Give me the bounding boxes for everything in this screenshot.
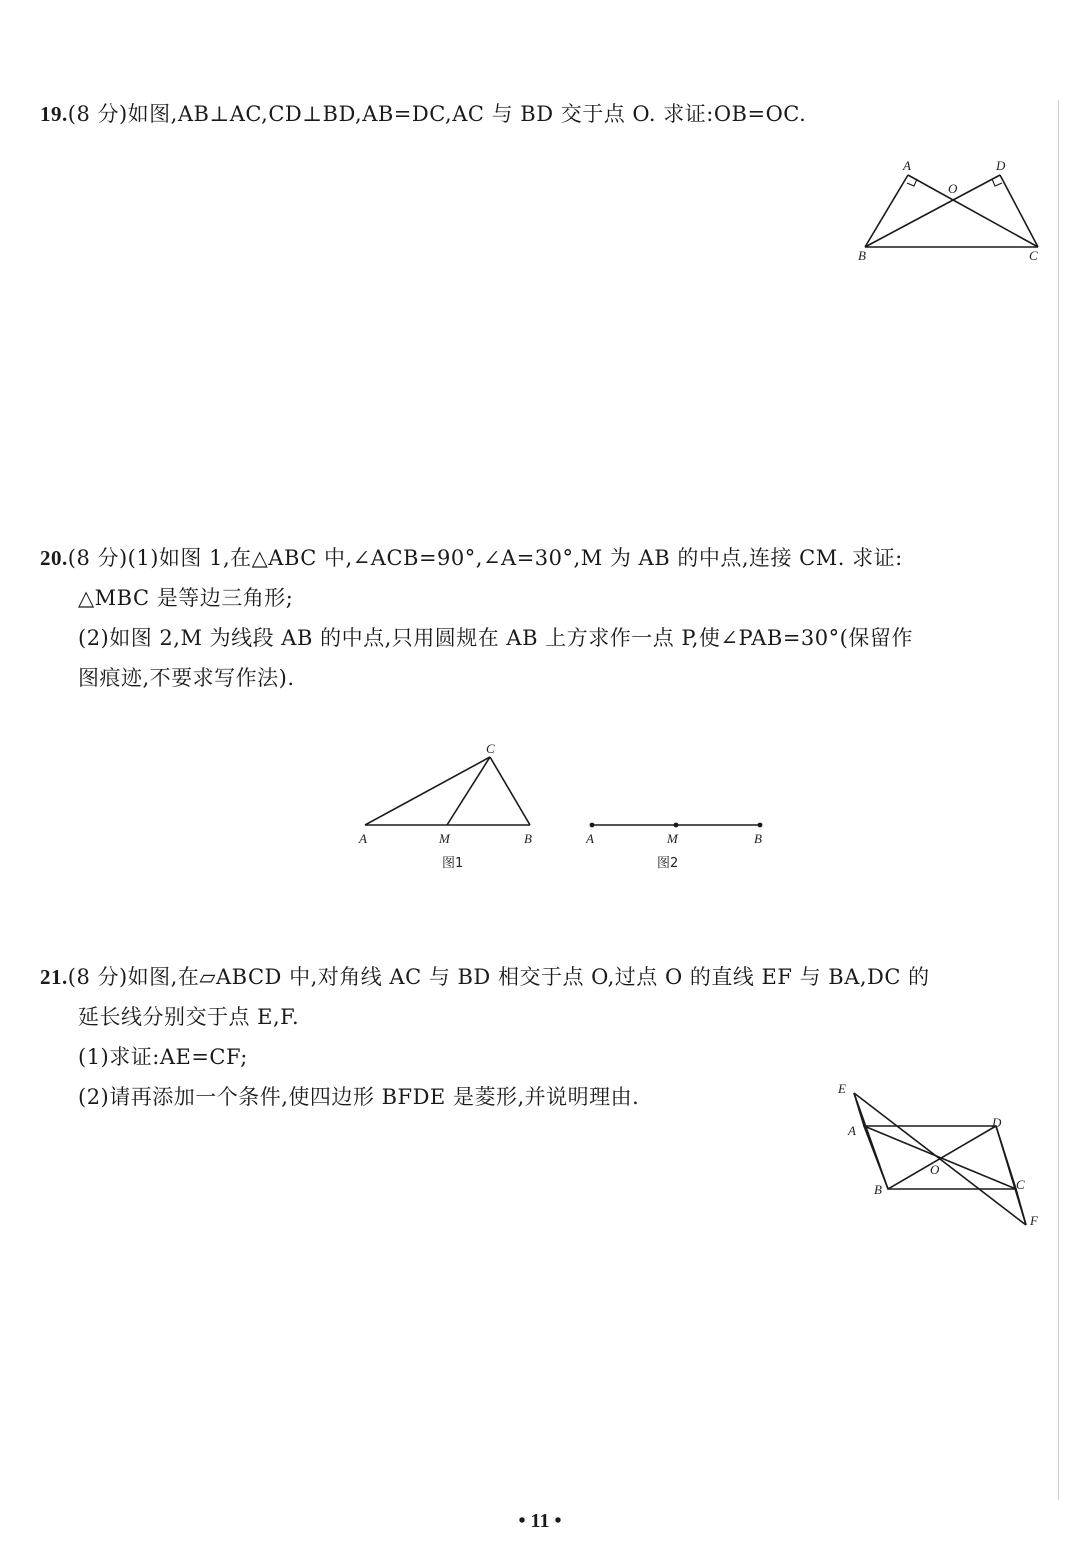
q19-text: (8 分)如图,AB⊥AC,CD⊥BD,AB=DC,AC 与 BD 交于点 O. 求证:OB=OC. bbox=[67, 102, 807, 126]
q19-number: 19. bbox=[40, 102, 68, 126]
q20-figure2 bbox=[580, 735, 780, 880]
q20-fig2-label-M: M bbox=[667, 831, 678, 846]
q20-fig2-label-B: B bbox=[754, 831, 762, 846]
q19-label-O: O bbox=[948, 181, 958, 196]
q19-label-D: D bbox=[996, 158, 1006, 173]
page-edge-line bbox=[1058, 100, 1059, 1500]
q21-seg-DF bbox=[996, 1126, 1026, 1225]
q19-label-B: B bbox=[858, 248, 866, 263]
q20-line4: 图痕迹,不要求写作法). bbox=[78, 666, 295, 690]
q21-line2: 延长线分别交于点 E,F. bbox=[78, 1005, 300, 1029]
q20-fig1-seg-AC bbox=[365, 757, 490, 825]
q20-text-1: (8 分)(1)如图 1,在△ABC 中,∠ACB=90°,∠A=30°,M 为 AB 的中点,连接 CM. 求证: bbox=[67, 546, 903, 570]
q21-diagonal-BD bbox=[888, 1126, 996, 1189]
q21-label-C: C bbox=[1016, 1177, 1025, 1192]
q21-label-B: B bbox=[874, 1182, 882, 1197]
q19-label-C: C bbox=[1029, 248, 1038, 263]
q21-number: 21. bbox=[40, 965, 68, 989]
q21-figure bbox=[830, 1075, 1050, 1240]
q20-fig1-label-M: M bbox=[439, 831, 450, 846]
q21-label-F: F bbox=[1030, 1213, 1038, 1228]
q20-fig2-caption: 图2 bbox=[657, 856, 679, 871]
q21-line4: (2)请再添加一个条件,使四边形 BFDE 是菱形,并说明理由. bbox=[78, 1085, 640, 1109]
q20-fig2-point-M bbox=[674, 823, 679, 828]
q20-fig1-seg-CB bbox=[490, 757, 530, 825]
q21-label-O: O bbox=[930, 1162, 940, 1177]
q21-diagonal-AC bbox=[864, 1126, 1016, 1189]
q20-fig1-label-A: A bbox=[359, 831, 367, 846]
q19-right-angle-D bbox=[992, 179, 1002, 186]
q21-line-EF bbox=[854, 1093, 1026, 1225]
q20-fig1-caption: 图1 bbox=[442, 856, 464, 871]
q20-line1 bbox=[40, 544, 903, 572]
q20-line2: △MBC 是等边三角形; bbox=[78, 586, 294, 610]
q21-seg-EB bbox=[854, 1093, 888, 1189]
q19-label-A: A bbox=[903, 158, 911, 173]
q20-fig1-label-B: B bbox=[524, 831, 532, 846]
q21-line3: (1)求证:AE=CF; bbox=[78, 1045, 248, 1069]
page-number: • 11 • bbox=[518, 1510, 562, 1532]
q19-line1 bbox=[40, 100, 806, 128]
q20-line3: (2)如图 2,M 为线段 AB 的中点,只用圆规在 AB 上方求作一点 P,使∠PAB=30°(保留作 bbox=[78, 626, 913, 650]
q20-number: 20. bbox=[40, 546, 68, 570]
q19-figure bbox=[850, 155, 1060, 270]
q20-fig2-label-A: A bbox=[586, 831, 594, 846]
q20-figure1 bbox=[350, 735, 550, 880]
q21-label-D: D bbox=[992, 1115, 1002, 1130]
q20-fig1-label-C: C bbox=[486, 741, 495, 756]
q21-label-A: A bbox=[848, 1123, 856, 1138]
q20-fig2-point-B bbox=[758, 823, 763, 828]
q21-label-E: E bbox=[838, 1081, 846, 1096]
q21-text-1: (8 分)如图,在▱ABCD 中,对角线 AC 与 BD 相交于点 O,过点 O 的直线 EF 与 BA,DC 的 bbox=[67, 965, 930, 989]
q20-fig2-point-A bbox=[590, 823, 595, 828]
q20-fig1-seg-MC bbox=[447, 757, 490, 825]
q21-line1 bbox=[40, 963, 930, 991]
q19-seg-BD bbox=[865, 175, 1000, 247]
